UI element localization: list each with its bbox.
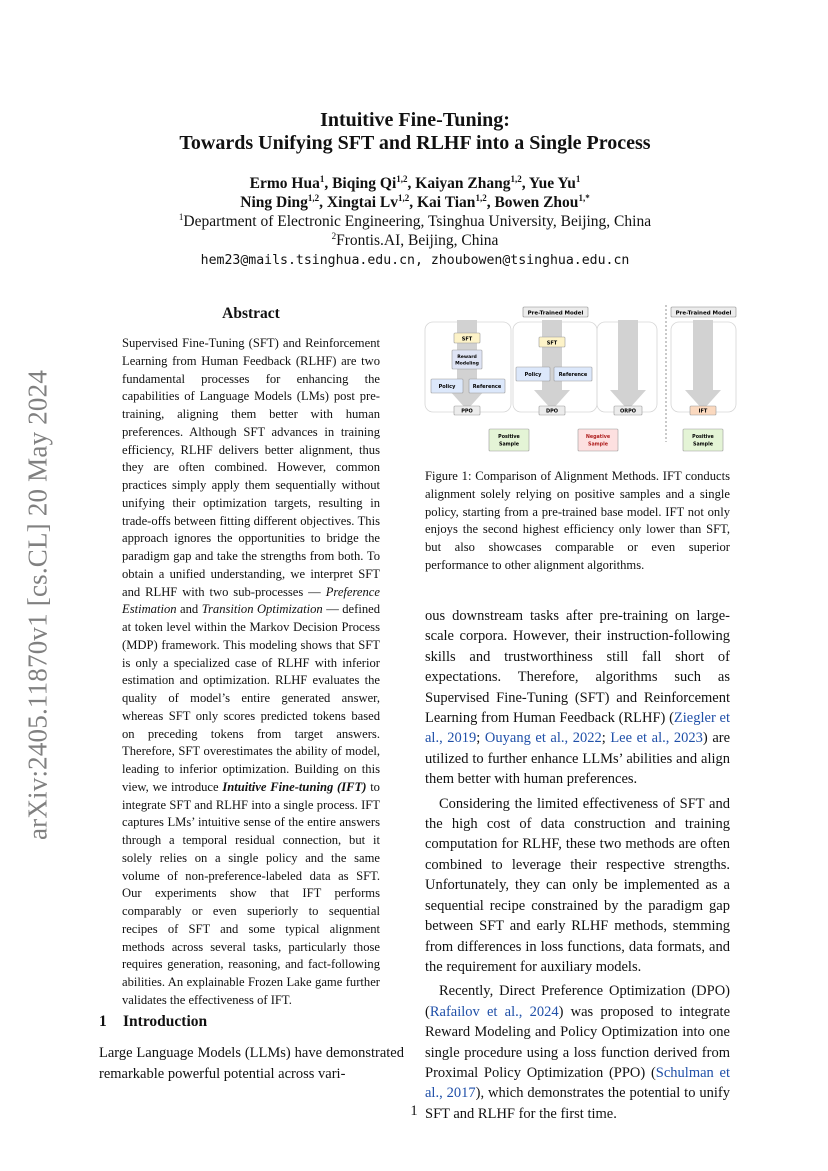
citation-link[interactable]: Rafailov et al., 2024 (429, 1003, 559, 1020)
reference-box-dpo: Reference (558, 372, 588, 378)
author: Ermo Hua (249, 175, 320, 192)
author: Yue Yu (528, 175, 576, 192)
policy-box-dpo: Policy (524, 372, 542, 378)
abstract-heading: Abstract (222, 305, 280, 322)
negative-sample (578, 429, 618, 451)
svg-text:Positive: Positive (692, 435, 714, 440)
ppo-label: PPO (461, 408, 473, 415)
dpo-label: DPO (545, 408, 559, 415)
sft-box-ppo: SFT (461, 336, 473, 343)
svg-text:Sample: Sample (692, 442, 714, 448)
svg-text:Modeling: Modeling (455, 361, 479, 367)
page-number: 1 (410, 1103, 418, 1119)
positive-sample-1 (489, 429, 529, 451)
sft-box-dpo: SFT (546, 340, 558, 347)
author: Ning Ding (240, 194, 308, 211)
author: Xingtai Lv (326, 194, 398, 211)
svg-text:Sample: Sample (498, 442, 520, 448)
figure-alignment-methods (423, 302, 741, 460)
affiliation-2: $^2$Frontis.AI, Beijing, China (331, 230, 499, 249)
intro-text-right: ous downstream tasks after pre-training on large-scale corpora. However, their instruction-following skills and trustworthiness still fall short of expectations. Therefore, algorithms such as Supervised Fine-Tuning (SFT) and Reinforcement Learning from Human Feedback (RLHF) (Ziegler et al., 2019; Ouyang et al., 2022; Lee et al., 2023) are utilized to further enhance LLMs’ abilities and align them better with human preferences. Considering the limited effectiveness of SFT and the high cost of data construction and training computation for RLHF, these two methods are often combined to leverage their respective strengths. Unfortunately, they can only be implemented as a sequential recipe constrained by the paradigm gap between SFT and early RLHF methods, stemming from differences in loss functions, data formats, and the requirement for auxiliary models. Recently, Direct Preference Optimization (DPO) (Rafailov et al., 2024) was proposed to integrate Reward Modeling and Policy Optimization into one single procedure using a loss function derived from Proximal Policy Optimization (PPO) (Schulman et al., 2017), which demonstrates the potential to unify SFT and RLHF for the first time. (425, 608, 731, 1122)
citation-link[interactable]: Lee et al., 2023 (610, 730, 703, 747)
author: Kai Tian (416, 194, 476, 211)
author: Biqing Qi (332, 175, 397, 192)
pretrained-label-a: Pre-Trained Model (527, 310, 584, 317)
citation-link[interactable]: Ziegler et al., 2019 (425, 710, 730, 747)
policy-box-ppo: Policy (438, 384, 456, 390)
paper-title-line1: Intuitive Fine-Tuning: (320, 109, 510, 131)
author: Bowen Zhou (494, 194, 579, 211)
svg-text:Reward: Reward (457, 355, 477, 360)
svg-text:Positive: Positive (498, 435, 520, 440)
author: Kaiyan Zhang (415, 175, 511, 192)
abstract-body: Supervised Fine-Tuning (SFT) and Reinforcement Learning from Human Feedback (RLHF) are two fundamental processes for enhancing the capabilities of Language Models (LMs) post pre-training, aligning them better with human preferences. Although SFT advances in training efficiency, RLHF delivers better alignment, thus they are often combined. However, common practices simply apply them sequentially without unifying their optimization targets, resulting in trade-offs between fitting different objectives. This approach ignores the opportunities to bridge the paradigm gap and take the strengths from both. To obtain a unified understanding, we interpret SFT and RLHF with two sub-processes — Preference Estimation and Transition Optimization — defined at token level within the Markov Decision Process (MDP) framework. This modeling shows that SFT is only a specialized case of RLHF with inferior estimation and optimization. RLHF evaluates the quality of model’s entire generated answer, whereas SFT only scores predicted tokens based on preceding tokens from target answers. Therefore, SFT overestimates the ability of model, leading to inferior optimization. Building on this view, we introduce Intuitive Fine-tuning (IFT) to integrate SFT and RLHF into a single process. IFT captures LMs’ intuitive sense of the entire answers through a temporal residual connection, but it solely relies on a single policy and the same volume of non-preference-labeled data as SFT. Our experiments show that IFT performs comparably or even superiorly to sequential recipes of SFT and some typical alignment methods across several tasks, particularly those requires generation, reasoning, and fact-following abilities. An explainable Frozen Lake game further validates the effectiveness of IFT. (122, 336, 381, 1007)
down-arrow-dpo (534, 320, 570, 410)
svg-text:Negative: Negative (585, 435, 611, 440)
positive-sample-2 (683, 429, 723, 451)
intro-text-left: Large Language Models (LLMs) have demonstrated remarkable powerful potential across vari- (99, 1045, 404, 1082)
paper-title-line2: Towards Unifying SFT and RLHF into a Single Process (179, 132, 651, 154)
arxiv-stamp: arXiv:2405.11870v1 [cs.CL] 20 May 2024 (22, 369, 53, 841)
reference-box-ppo: Reference (472, 384, 502, 390)
authors-line2: Ning Ding$^{1,2}$, Xingtai Lv$^{1,2}$, Kai Tian$^{1,2}$, Bowen Zhou$^{1,*}$ (240, 192, 590, 211)
figure-caption: Figure 1: Comparison of Alignment Methods. IFT conducts alignment solely relying on positive samples and a single policy, starting from a pre-trained base model. IFT not only enjoys the second highest efficiency only lower than SFT, but also showcases comparable or even superior performance to other alignment algorithms. (425, 469, 730, 572)
down-arrow-orpo (610, 320, 646, 410)
orpo-label: ORPO (619, 408, 637, 415)
citation-link[interactable]: Ouyang et al., 2022 (484, 730, 602, 747)
section-heading: 1 Introduction (99, 1013, 208, 1030)
authors-line1: Ermo Hua$^1$, Biqing Qi$^{1,2}$, Kaiyan Zhang$^{1,2}$, Yue Yu$^1$ (249, 173, 581, 192)
down-arrow-ift (685, 320, 721, 410)
affiliation-1: $^1$Department of Electronic Engineering, Tsinghua University, Beijing, China (178, 211, 652, 230)
svg-text:Sample: Sample (587, 442, 609, 448)
author-emails: hem23@mails.tsinghua.edu.cn, zhoubowen@tsinghua.edu.cn (200, 253, 630, 268)
pretrained-label-b: Pre-Trained Model (675, 310, 732, 317)
citation-link[interactable]: Schulman et al., 2017 (425, 1064, 730, 1102)
ift-label: IFT (698, 408, 708, 415)
